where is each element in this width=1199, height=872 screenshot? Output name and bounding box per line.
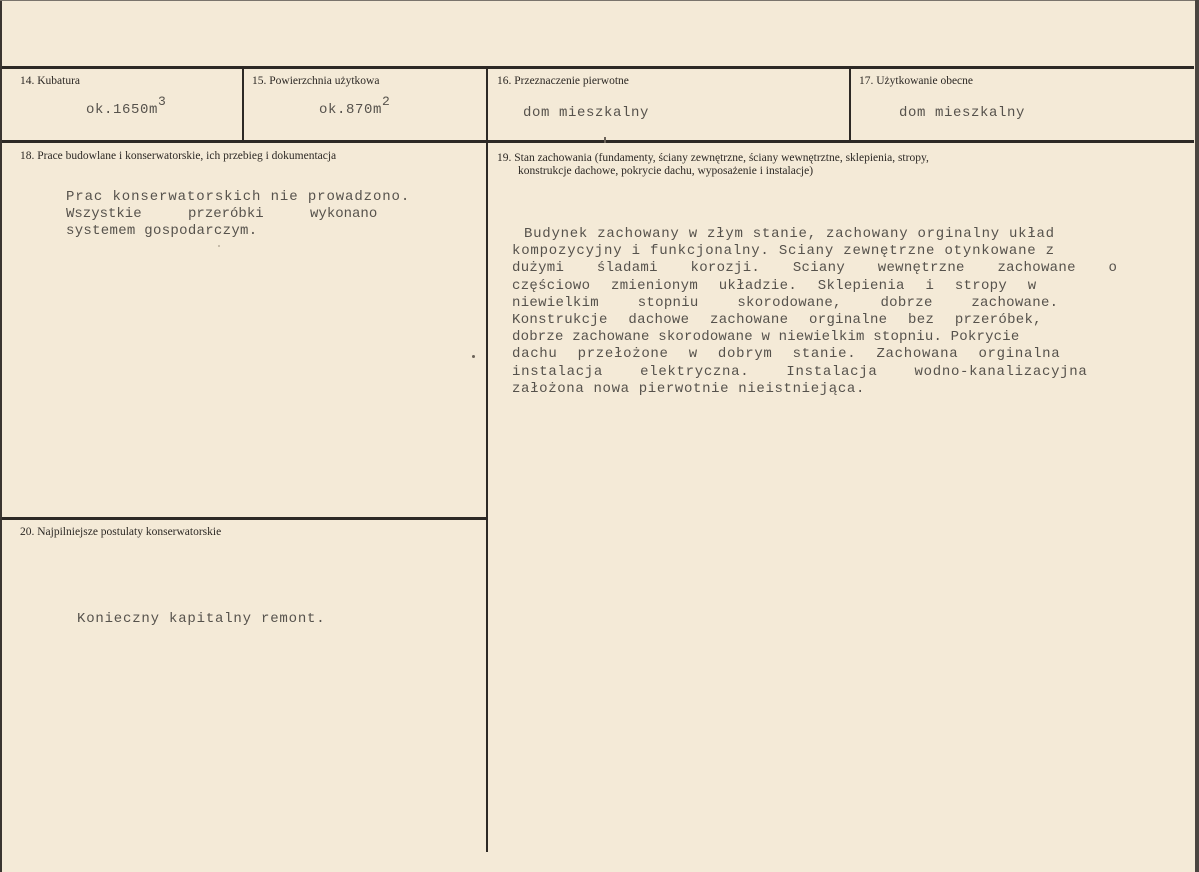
right-scan-edge bbox=[1195, 0, 1199, 872]
divider-15-16 bbox=[486, 66, 488, 852]
field-14-label: 14. Kubatura bbox=[20, 75, 81, 87]
field-19-line-9: instalacja elektryczna. Instalacja wodno-kanalizacyjna bbox=[512, 363, 1088, 380]
field-18-line-3: systemem gospodarczym. bbox=[66, 223, 258, 239]
field-16-label: 16. Przeznaczenie pierwotne bbox=[497, 75, 629, 87]
rule-top-row bbox=[2, 66, 1194, 69]
field-19-line-8: dachu przełożone w dobrym stanie. Zachowana orginalna bbox=[512, 346, 1061, 363]
field-18-line-1: Prac konserwatorskich nie prowadzono. bbox=[66, 189, 411, 205]
field-16-value: dom mieszkalny bbox=[523, 105, 650, 121]
scan-speck bbox=[604, 137, 606, 143]
field-18-label: 18. Prace budowlane i konserwatorskie, ich przebieg i dokumentacja bbox=[20, 150, 337, 162]
field-14-value bbox=[86, 94, 167, 118]
divider-16-17 bbox=[849, 66, 851, 142]
field-19-line-2: kompozycyjny i funkcjonalny. Sciany zewnętrzne otynkowane z bbox=[512, 243, 1055, 260]
rule-field-20 bbox=[2, 517, 487, 520]
field-15-number: ok.870m bbox=[319, 102, 383, 118]
field-19-line-1: Budynek zachowany w złym stanie, zachowany orginalny układ bbox=[524, 226, 1055, 242]
field-19-line-10: założona nowa pierwotnie nieistniejąca. bbox=[512, 380, 866, 397]
rule-middle-row bbox=[2, 140, 1194, 143]
field-15-value bbox=[319, 94, 391, 118]
field-20-value: Konieczny kapitalny remont. bbox=[77, 611, 326, 627]
top-scan-edge bbox=[0, 0, 1199, 1]
field-20-label: 20. Najpilniejsze postulaty konserwatorskie bbox=[20, 526, 222, 538]
field-18-line-2-text: Wszystkie przeróbki wykonano bbox=[66, 206, 378, 222]
scan-speck bbox=[218, 245, 220, 247]
field-19-label-line-1: 19. Stan zachowania (fundamenty, ściany zewnętrzne, ściany wewnętrztne, sklepienia, stropy, bbox=[497, 152, 929, 164]
field-18-line-2 bbox=[66, 206, 452, 222]
field-17-label: 17. Użytkowanie obecne bbox=[859, 75, 974, 87]
scan-speck bbox=[472, 355, 475, 358]
field-19-line-3: dużymi śladami korozji. Sciany wewnętrzne zachowane o bbox=[512, 260, 1118, 277]
field-19-text-block bbox=[512, 226, 1118, 398]
divider-14-15 bbox=[242, 66, 244, 142]
field-14-unit-exponent: 3 bbox=[158, 94, 167, 110]
field-19-label-line-2: konstrukcje dachowe, pokrycie dachu, wyposażenie i instalacje) bbox=[518, 165, 814, 177]
field-19-line-4: częściowo zmienionym układzie. Sklepienia i stropy w bbox=[512, 277, 1037, 294]
field-15-label: 15. Powierzchnia użytkowa bbox=[252, 75, 380, 87]
field-19-line-6: Konstrukcje dachowe zachowane orginalne bez przeróbek, bbox=[512, 311, 1042, 328]
field-19-line-7: dobrze zachowane skorodowane w niewielkim stopniu. Pokrycie bbox=[512, 329, 1020, 346]
field-19-line-5: niewielkim stopniu skorodowane, dobrze zachowane. bbox=[512, 294, 1059, 311]
field-15-unit-exponent: 2 bbox=[382, 94, 391, 110]
left-scan-edge bbox=[0, 0, 2, 872]
field-14-number: ok.1650m bbox=[86, 102, 159, 118]
field-17-value: dom mieszkalny bbox=[899, 105, 1026, 121]
